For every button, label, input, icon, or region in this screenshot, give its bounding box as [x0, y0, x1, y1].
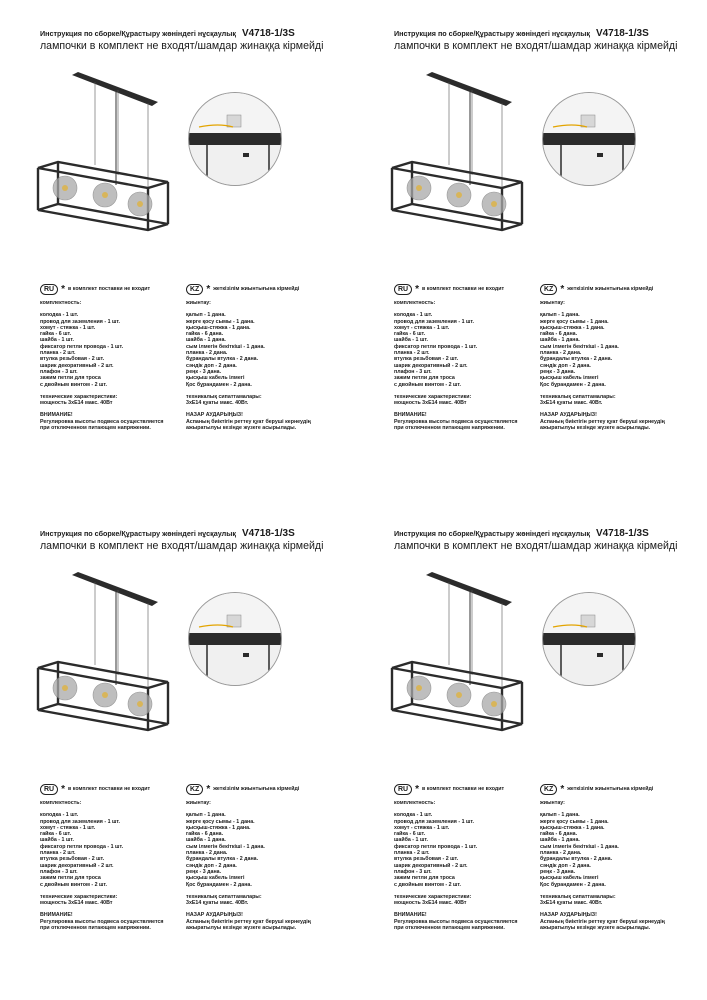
list-item: шайба - 1 шт.	[40, 337, 74, 344]
list-item: қысқыш-стяжка - 1 дана.	[540, 324, 605, 331]
list-item: хомут - стяжка - 1 шт.	[394, 824, 450, 831]
header-subtitle: лампочки в комплект не входят/шамдар жинаққа кірмейді	[40, 540, 324, 552]
list-item: реңк - 3 дана.	[186, 868, 222, 875]
kz-warning-line: Аспаның биіктігін реттеу қуат беруші кернеудің	[186, 918, 311, 925]
list-item: бұрандалы втулка - 2 дана.	[540, 356, 613, 363]
kz-tech-value: 3хЕ14 қуаты макс. 40Вт.	[186, 900, 249, 907]
header-subtitle: лампочки в комплект не входят/шамдар жинаққа кірмейді	[394, 40, 678, 52]
kz-not-included-note: жеткізілім жиынтығына кірмейді	[567, 286, 654, 293]
ru-not-included-note: в комплект поставки не входит	[422, 286, 505, 293]
list-item: фиксатор петли провода - 1 шт.	[40, 843, 124, 850]
list-item: втулка резьбовая - 2 шт.	[40, 356, 105, 363]
kz-not-included-note: жеткізілім жиынтығына кірмейді	[567, 786, 654, 793]
list-item: қысқыш кабель ілмегі	[540, 375, 599, 382]
list-item: хомут - стяжка - 1 шт.	[40, 824, 96, 831]
list-item: гайка - 6 дана.	[186, 831, 224, 838]
ru-warning-line: при отключенном питающем напряжении.	[40, 425, 151, 432]
header-title: Инструкция по сборке/Құрастыру жөніндегі нұсқаулық	[394, 29, 590, 38]
ru-badge: RU	[40, 284, 58, 295]
kz-kit-title: жиынтау:	[540, 300, 565, 306]
list-item: шайба - 1 шт.	[40, 837, 74, 844]
header-title-line	[394, 28, 649, 39]
list-item: қалып - 1 дана.	[186, 312, 226, 319]
kz-warning-line: Аспаның биіктігін реттеу қуат беруші кернеудің	[540, 418, 665, 425]
kz-badge: KZ	[540, 784, 557, 795]
list-item: жерге қосу сымы - 1 дана.	[186, 818, 255, 825]
pendant-lamp-illustration	[30, 570, 180, 740]
model-number: V4718-1/3S	[241, 28, 295, 39]
list-item: с двойным винтом - 2 шт.	[394, 381, 462, 388]
list-item: бұрандалы втулка - 2 дана.	[540, 856, 613, 863]
kz-section	[540, 284, 665, 431]
asterisk-icon: *	[206, 284, 211, 295]
header-subtitle: лампочки в комплект не входят/шамдар жинаққа кірмейді	[40, 40, 324, 52]
list-item: планка - 2 шт.	[40, 350, 76, 357]
ru-warning-line: Регулировка высоты подвеса осуществляется	[40, 918, 164, 925]
ceiling-mount-detail-image	[188, 592, 282, 686]
list-item: Қос бұрандамен - 2 дана.	[540, 881, 606, 888]
ru-warning-line: при отключенном питающем напряжении.	[394, 925, 505, 932]
ru-not-included-note: в комплект поставки не входит	[68, 286, 151, 293]
list-item: фиксатор петли провода - 1 шт.	[394, 843, 478, 850]
list-item: сым ілмегін бекіткіші - 1 дана.	[186, 343, 265, 350]
kz-tech-title: техникалық сипаттамалары:	[186, 393, 262, 400]
kz-kit-title: жиынтау:	[540, 800, 565, 806]
list-item: колодка - 1 шт.	[40, 812, 79, 819]
list-item: бұрандалы втулка - 2 дана.	[186, 856, 259, 863]
list-item: колодка - 1 шт.	[394, 312, 433, 319]
list-item: реңк - 3 дана.	[540, 368, 576, 375]
list-item: сым ілмегін бекіткіші - 1 дана.	[540, 343, 619, 350]
kz-badge: KZ	[186, 284, 203, 295]
list-item: хомут - стяжка - 1 шт.	[40, 324, 96, 331]
list-item: планка - 2 дана.	[186, 350, 228, 357]
list-item: сым ілмегін бекіткіші - 1 дана.	[540, 843, 619, 850]
list-item: шарик декоративный - 2 шт.	[40, 362, 114, 369]
kz-kit-title: жиынтау:	[186, 300, 211, 306]
list-item: шайба - 1 дана.	[540, 837, 580, 844]
kz-warning-line: Аспаның биіктігін реттеу қуат беруші кернеудің	[186, 418, 311, 425]
header-title-line	[40, 528, 295, 539]
instruction-sheet-bottom-left	[0, 500, 340, 990]
list-item: зажим петли для троса	[40, 375, 101, 382]
asterisk-icon: *	[61, 284, 66, 295]
kz-tech-title: техникалық сипаттамалары:	[186, 893, 262, 900]
kz-section	[186, 284, 311, 431]
list-item: қысқыш-стяжка - 1 дана.	[186, 324, 251, 331]
ru-kit-title: комплектность:	[40, 800, 82, 806]
list-item: планка - 2 шт.	[394, 850, 430, 857]
kz-badge: KZ	[540, 284, 557, 295]
kz-not-included-note: жеткізілім жиынтығына кірмейді	[213, 786, 300, 793]
ceiling-mount-detail-image	[542, 592, 636, 686]
header-title-line	[40, 28, 295, 39]
list-item: жерге қосу сымы - 1 дана.	[540, 818, 609, 825]
header-subtitle: лампочки в комплект не входят/шамдар жинаққа кірмейді	[394, 540, 678, 552]
kz-tech-value: 3хЕ14 қуаты макс. 40Вт.	[540, 900, 603, 907]
list-item: зажим петли для троса	[394, 375, 455, 382]
ru-tech-value: мощность 3хЕ14 макс. 40Вт	[40, 400, 113, 407]
list-item: бұрандалы втулка - 2 дана.	[186, 356, 259, 363]
kz-warning-title: НАЗАР АУДАРЫҢЫЗ!	[186, 412, 243, 419]
ru-tech-title: технические характеристики:	[394, 393, 472, 400]
list-item: гайка - 6 шт.	[394, 831, 426, 838]
list-item: планка - 2 дана.	[540, 350, 582, 357]
list-item: Қос бұрандамен - 2 дана.	[186, 381, 252, 388]
instruction-sheet-top-right	[354, 0, 694, 490]
kz-tech-value: 3хЕ14 қуаты макс. 40Вт.	[186, 400, 249, 407]
ru-tech-value: мощность 3хЕ14 макс. 40Вт	[40, 900, 113, 907]
kz-warning-title: НАЗАР АУДАРЫҢЫЗ!	[186, 912, 243, 919]
ru-section	[394, 284, 518, 431]
ru-kit-title: комплектность:	[394, 300, 436, 306]
ceiling-mount-detail-image	[542, 92, 636, 186]
kz-warning-line: ажыратылуы кезінде жүзеге асырылады.	[186, 425, 297, 432]
ru-tech-title: технические характеристики:	[394, 893, 472, 900]
list-item: шарик декоративный - 2 шт.	[394, 362, 468, 369]
list-item: плафон - 3 шт.	[40, 368, 78, 375]
pendant-lamp-illustration	[384, 570, 534, 740]
list-item: гайка - 6 шт.	[40, 331, 72, 338]
ru-warning-line: Регулировка высоты подвеса осуществляется	[40, 418, 164, 425]
list-item: провод для заземления - 1 шт.	[40, 818, 121, 825]
kz-tech-title: техникалық сипаттамалары:	[540, 893, 616, 900]
list-item: қалып - 1 дана.	[186, 812, 226, 819]
list-item: сәндік доп - 2 дана.	[186, 362, 237, 369]
list-item: втулка резьбовая - 2 шт.	[394, 356, 459, 363]
list-item: реңк - 3 дана.	[540, 868, 576, 875]
ru-badge: RU	[40, 784, 58, 795]
ru-warning-title: ВНИМАНИЕ!	[40, 912, 73, 919]
ru-badge: RU	[394, 784, 412, 795]
list-item: гайка - 6 шт.	[394, 331, 426, 338]
asterisk-icon: *	[61, 784, 66, 795]
list-item: колодка - 1 шт.	[394, 812, 433, 819]
list-item: қалып - 1 дана.	[540, 812, 580, 819]
list-item: планка - 2 шт.	[40, 850, 76, 857]
kz-section	[540, 784, 665, 931]
list-item: гайка - 6 дана.	[540, 331, 578, 338]
ru-tech-value: мощность 3хЕ14 макс. 40Вт	[394, 400, 467, 407]
ru-section	[40, 784, 164, 931]
ru-section	[394, 784, 518, 931]
ru-warning-title: ВНИМАНИЕ!	[394, 912, 427, 919]
kz-kit-title: жиынтау:	[186, 800, 211, 806]
ru-tech-title: технические характеристики:	[40, 393, 118, 400]
kz-warning-line: ажыратылуы кезінде жүзеге асырылады.	[540, 425, 651, 432]
instruction-sheet-top-left	[0, 0, 340, 490]
list-item: қысқыш кабель ілмегі	[186, 375, 245, 382]
kz-warning-line: ажыратылуы кезінде жүзеге асырылады.	[186, 925, 297, 932]
pendant-lamp-illustration	[30, 70, 180, 240]
model-number: V4718-1/3S	[241, 528, 295, 539]
list-item: қысқыш кабель ілмегі	[186, 875, 245, 882]
list-item: гайка - 6 дана.	[540, 831, 578, 838]
pendant-lamp-illustration	[384, 70, 534, 240]
list-item: қысқыш кабель ілмегі	[540, 875, 599, 882]
list-item: шайба - 1 дана.	[186, 837, 226, 844]
ru-not-included-note: в комплект поставки не входит	[68, 786, 151, 793]
ru-warning-line: Регулировка высоты подвеса осуществляется	[394, 918, 518, 925]
ru-warning-line: при отключенном питающем напряжении.	[40, 925, 151, 932]
list-item: втулка резьбовая - 2 шт.	[394, 856, 459, 863]
asterisk-icon: *	[560, 784, 565, 795]
ru-warning-line: Регулировка высоты подвеса осуществляется	[394, 418, 518, 425]
header-title: Инструкция по сборке/Құрастыру жөніндегі нұсқаулық	[394, 529, 590, 538]
asterisk-icon: *	[206, 784, 211, 795]
header-title: Инструкция по сборке/Құрастыру жөніндегі нұсқаулық	[40, 29, 236, 38]
kz-warning-line: Аспаның биіктігін реттеу қуат беруші кернеудің	[540, 918, 665, 925]
kz-tech-title: техникалық сипаттамалары:	[540, 393, 616, 400]
list-item: с двойным винтом - 2 шт.	[40, 381, 108, 388]
list-item: провод для заземления - 1 шт.	[394, 318, 475, 325]
list-item: с двойным винтом - 2 шт.	[40, 881, 108, 888]
kz-tech-value: 3хЕ14 қуаты макс. 40Вт.	[540, 400, 603, 407]
asterisk-icon: *	[415, 784, 420, 795]
list-item: сым ілмегін бекіткіші - 1 дана.	[186, 843, 265, 850]
list-item: шайба - 1 шт.	[394, 337, 428, 344]
ru-tech-title: технические характеристики:	[40, 893, 118, 900]
list-item: плафон - 3 шт.	[394, 368, 432, 375]
header-title: Инструкция по сборке/Құрастыру жөніндегі нұсқаулық	[40, 529, 236, 538]
list-item: гайка - 6 дана.	[186, 331, 224, 338]
list-item: зажим петли для троса	[394, 875, 455, 882]
list-item: Қос бұрандамен - 2 дана.	[186, 881, 252, 888]
list-item: фиксатор петли провода - 1 шт.	[40, 343, 124, 350]
list-item: шайба - 1 дана.	[186, 337, 226, 344]
list-item: втулка резьбовая - 2 шт.	[40, 856, 105, 863]
ru-section	[40, 284, 164, 431]
ru-kit-title: комплектность:	[40, 300, 82, 306]
ru-warning-title: ВНИМАНИЕ!	[394, 412, 427, 419]
list-item: провод для заземления - 1 шт.	[394, 818, 475, 825]
ceiling-mount-detail-image	[188, 92, 282, 186]
list-item: қысқыш-стяжка - 1 дана.	[540, 824, 605, 831]
kz-not-included-note: жеткізілім жиынтығына кірмейді	[213, 286, 300, 293]
instruction-sheet-bottom-right	[354, 500, 694, 990]
list-item: колодка - 1 шт.	[40, 312, 79, 319]
list-item: планка - 2 дана.	[186, 850, 228, 857]
list-item: гайка - 6 шт.	[40, 831, 72, 838]
ru-kit-title: комплектность:	[394, 800, 436, 806]
list-item: Қос бұрандамен - 2 дана.	[540, 381, 606, 388]
kz-warning-title: НАЗАР АУДАРЫҢЫЗ!	[540, 912, 597, 919]
list-item: шарик декоративный - 2 шт.	[40, 862, 114, 869]
ru-badge: RU	[394, 284, 412, 295]
list-item: шайба - 1 дана.	[540, 337, 580, 344]
list-item: қысқыш-стяжка - 1 дана.	[186, 824, 251, 831]
kz-warning-line: ажыратылуы кезінде жүзеге асырылады.	[540, 925, 651, 932]
header-title-line	[394, 528, 649, 539]
ru-warning-title: ВНИМАНИЕ!	[40, 412, 73, 419]
list-item: шайба - 1 шт.	[394, 837, 428, 844]
list-item: реңк - 3 дана.	[186, 368, 222, 375]
list-item: хомут - стяжка - 1 шт.	[394, 324, 450, 331]
list-item: с двойным винтом - 2 шт.	[394, 881, 462, 888]
list-item: провод для заземления - 1 шт.	[40, 318, 121, 325]
list-item: жерге қосу сымы - 1 дана.	[540, 318, 609, 325]
model-number: V4718-1/3S	[595, 28, 649, 39]
list-item: планка - 2 шт.	[394, 350, 430, 357]
list-item: зажим петли для троса	[40, 875, 101, 882]
list-item: фиксатор петли провода - 1 шт.	[394, 343, 478, 350]
list-item: плафон - 3 шт.	[40, 868, 78, 875]
list-item: қалып - 1 дана.	[540, 312, 580, 319]
ru-warning-line: при отключенном питающем напряжении.	[394, 425, 505, 432]
kz-section	[186, 784, 311, 931]
model-number: V4718-1/3S	[595, 528, 649, 539]
list-item: планка - 2 дана.	[540, 850, 582, 857]
ru-not-included-note: в комплект поставки не входит	[422, 786, 505, 793]
kz-badge: KZ	[186, 784, 203, 795]
list-item: шарик декоративный - 2 шт.	[394, 862, 468, 869]
list-item: жерге қосу сымы - 1 дана.	[186, 318, 255, 325]
list-item: плафон - 3 шт.	[394, 868, 432, 875]
ru-tech-value: мощность 3хЕ14 макс. 40Вт	[394, 900, 467, 907]
asterisk-icon: *	[415, 284, 420, 295]
kz-warning-title: НАЗАР АУДАРЫҢЫЗ!	[540, 412, 597, 419]
list-item: сәндік доп - 2 дана.	[186, 862, 237, 869]
asterisk-icon: *	[560, 284, 565, 295]
list-item: сәндік доп - 2 дана.	[540, 362, 591, 369]
list-item: сәндік доп - 2 дана.	[540, 862, 591, 869]
